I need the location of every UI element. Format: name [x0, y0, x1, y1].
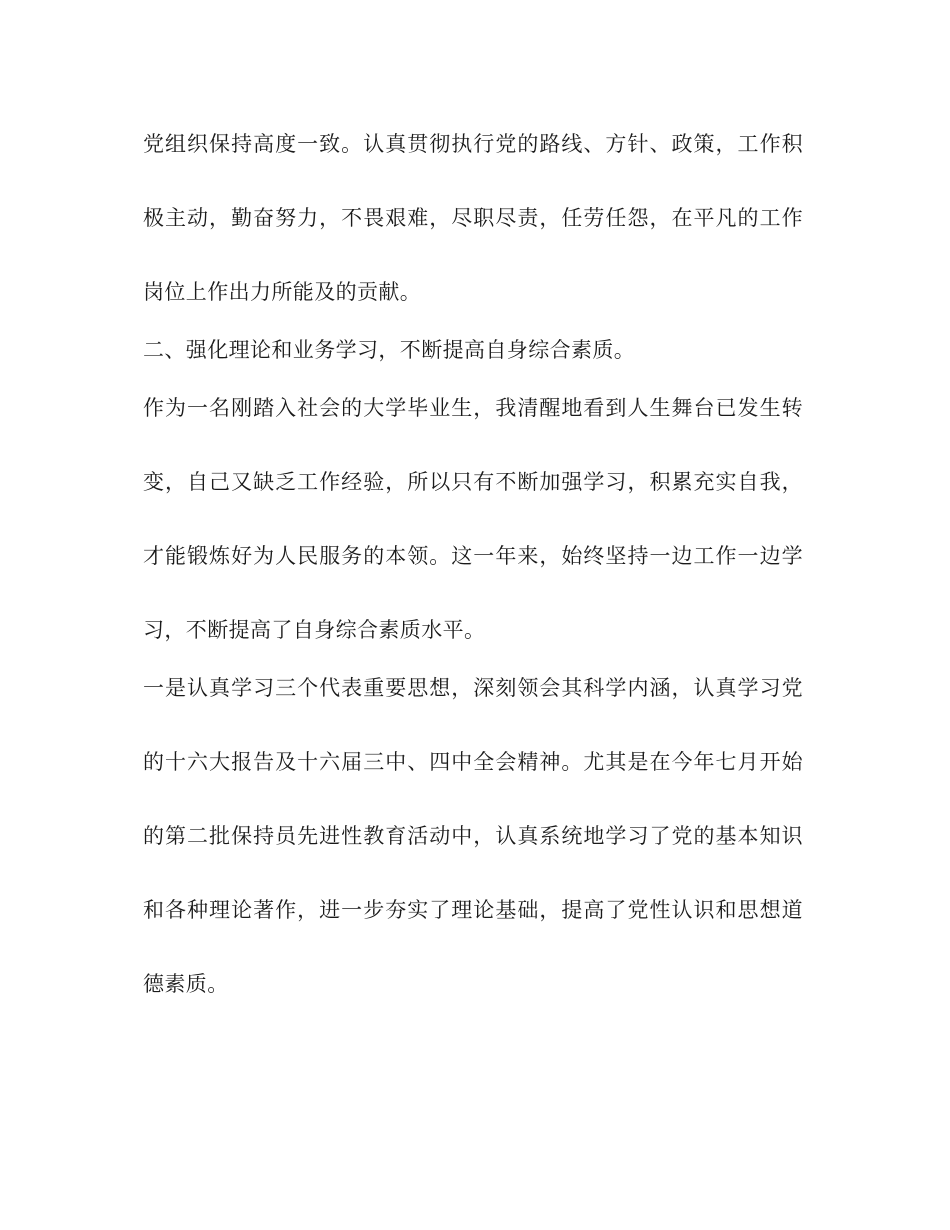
section-heading: 二、强化理论和业务学习，不断提高自身综合素质。: [143, 338, 636, 362]
text-line: 的第二批保持员先进性教育活动中，认真系统地学习了党的基本知识: [143, 824, 803, 848]
text-line: 一是认真学习三个代表重要思想，深刻领会其科学内涵，认真学习党: [143, 676, 803, 700]
text-line: 党组织保持高度一致。认真贯彻执行党的路线、方针、政策，工作积: [143, 132, 803, 156]
text-line: 作为一名刚踏入社会的大学毕业生，我清醒地看到人生舞台已发生转: [143, 396, 803, 420]
text-line: 德素质。: [143, 972, 229, 996]
text-line: 才能锻炼好为人民服务的本领。这一年来，始终坚持一边工作一边学: [143, 544, 803, 568]
text-line: 习，不断提高了自身综合素质水平。: [143, 618, 486, 642]
text-line: 的十六大报告及十六届三中、四中全会精神。尤其是在今年七月开始: [143, 750, 803, 774]
text-line: 岗位上作出力所能及的贡献。: [143, 280, 422, 304]
text-line: 极主动，勤奋努力，不畏艰难，尽职尽责，任劳任怨，在平凡的工作: [143, 206, 803, 230]
text-line: 和各种理论著作，进一步夯实了理论基础，提高了党性认识和思想道: [143, 898, 803, 922]
text-line: 变，自己又缺乏工作经验，所以只有不断加强学习，积累充实自我，: [143, 470, 803, 494]
